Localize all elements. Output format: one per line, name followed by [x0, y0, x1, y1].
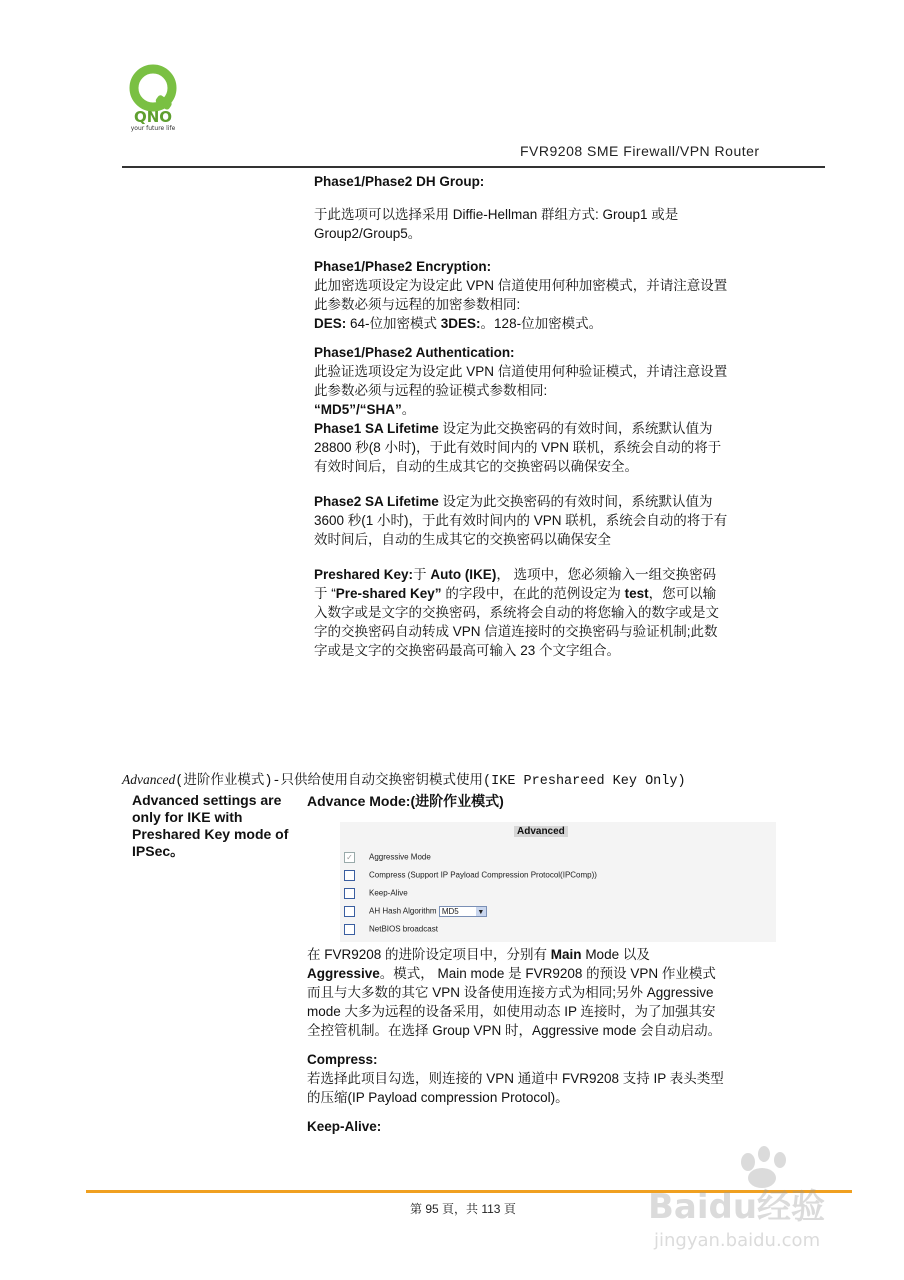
aggressive-mode-checkbox[interactable]: ✓ — [344, 852, 355, 863]
baidu-watermark — [640, 1140, 850, 1270]
psk-line-5: 字或是文字的交换密码最高可输入 23 个文字组合。 — [314, 643, 621, 658]
svg-text:jingyan.baidu.com: jingyan.baidu.com — [654, 1230, 821, 1251]
chevron-down-icon: ▼ — [477, 909, 485, 916]
p1-line-3: 有效时间后，自动的生成其它的交换密码以确保安全。 — [314, 459, 638, 474]
compress-line-2: 的压缩(IP Payload compression Protocol)。 — [307, 1090, 569, 1105]
mode-line-3: 而且与大多数的其它 VPN 设备使用连接方式为相同;另外 Aggressive — [307, 985, 714, 1000]
header-divider — [122, 166, 825, 168]
mode-line-4: mode 大多为远程的设备采用，如使用动态 IP 连接时，为了加强其安 — [307, 1004, 716, 1019]
auth-line-2: 此参数必须与远程的验证模式参数相同: — [314, 383, 548, 398]
auth-line-3: “MD5”/“SHA”。 — [314, 402, 416, 417]
aggressive-mode-option[interactable]: ✓ Aggressive Mode — [344, 852, 431, 863]
p2-line-1: Phase2 SA Lifetime 设定为此交换密码的有效时间，系统默认值为 — [314, 494, 713, 509]
psk-line-4: 字的交换密码自动转成 VPN 信道连接时的交换密码与验证机制;此数 — [314, 624, 718, 639]
panel-title: Advanced — [514, 826, 568, 837]
advance-mode-heading: Advance Mode:(进阶作业模式) — [307, 793, 504, 809]
lower-content — [307, 945, 787, 1136]
psk-line-1: Preshared Key:于 Auto (IKE)， 选项中，您必须输入一组交换密码 — [314, 567, 717, 582]
keep-alive-checkbox[interactable] — [344, 888, 355, 899]
ah-hash-checkbox[interactable] — [344, 906, 355, 917]
keep-alive-title: Keep-Alive: — [307, 1119, 382, 1134]
p1-line-1: Phase1 SA Lifetime 设定为此交换密码的有效时间，系统默认值为 — [314, 421, 713, 436]
enc-title: Phase1/Phase2 Encryption: — [314, 259, 492, 274]
p2-line-2: 3600 秒(1 小时)，于此有效时间内的 VPN 联机，系统会自动的将于有 — [314, 513, 728, 528]
svg-text:QNO: QNO — [133, 108, 173, 126]
doc-title: FVR9208 SME Firewall/VPN Router — [520, 143, 760, 159]
auth-title: Phase1/Phase2 Authentication: — [314, 345, 515, 360]
dh-title: Phase1/Phase2 DH Group: — [314, 174, 485, 189]
svg-text:Baidu经验: Baidu经验 — [648, 1187, 826, 1227]
p2-line-3: 效时间后，自动的生成其它的交换密码以确保安全 — [314, 532, 611, 547]
enc-line-3: DES: 64-位加密模式 3DES:。128-位加密模式。 — [314, 316, 603, 331]
top-content — [314, 172, 794, 660]
netbios-option[interactable]: NetBIOS broadcast — [344, 924, 438, 935]
compress-line-1: 若选择此项目勾选，则连接的 VPN 通道中 FVR9208 支持 IP 表头类型 — [307, 1071, 724, 1086]
psk-line-3: 入数字或是文字的交换密码，系统将会自动的将您输入的数字或是文 — [314, 605, 719, 620]
compress-title: Compress: — [307, 1052, 378, 1067]
ah-hash-select[interactable]: MD5 ▼ — [439, 906, 487, 917]
ah-hash-option[interactable]: AH Hash Algorithm MD5 ▼ — [344, 906, 487, 917]
page-number: 第 95 頁，共 113 頁 — [410, 1202, 516, 1216]
mode-line-2: Aggressive。模式， Main mode 是 FVR9208 的预设 VPN 作业模式 — [307, 966, 716, 981]
psk-line-2: 于 “Pre-shared Key” 的字段中，在此的范例设定为 test，您可以输 — [314, 586, 717, 601]
dh-line-2: Group2/Group5。 — [314, 226, 422, 241]
enc-line-2: 此参数必须与远程的加密参数相同: — [314, 297, 521, 312]
compress-checkbox[interactable] — [344, 870, 355, 881]
auth-line-1: 此验证选项设定为设定此 VPN 信道使用何种验证模式，并请注意设置 — [314, 364, 728, 379]
keep-alive-option[interactable]: Keep-Alive — [344, 888, 408, 899]
mode-line-5: 全控管机制。在选择 Group VPN 时，Aggressive mode 会自动启动。 — [307, 1023, 722, 1038]
section-heading: Advanced(进阶作业模式)-只供给使用自动交换密钥模式使用(IKE Preshareed Key Only) — [122, 772, 686, 789]
dh-line-1: 于此选项可以选择采用 Diffie-Hellman 群组方式: Group1 或是 — [314, 207, 679, 222]
side-note: Advanced settings are only for IKE with Preshared Key mode of IPSec。 — [132, 792, 289, 859]
mode-line-1: 在 FVR9208 的进阶设定项目中，分别有 Main Mode 以及 — [307, 947, 650, 962]
advanced-settings-panel — [340, 822, 776, 942]
svg-text:your future life: your future life — [130, 125, 176, 132]
netbios-checkbox[interactable] — [344, 924, 355, 935]
qno-logo — [118, 60, 188, 140]
enc-line-1: 此加密选项设定为设定此 VPN 信道使用何种加密模式，并请注意设置 — [314, 278, 728, 293]
p1-line-2: 28800 秒(8 小时)，于此有效时间内的 VPN 联机，系统会自动的将于 — [314, 440, 722, 455]
compress-option[interactable]: Compress (Support IP Payload Compression Protocol(IPComp)) — [344, 870, 597, 881]
